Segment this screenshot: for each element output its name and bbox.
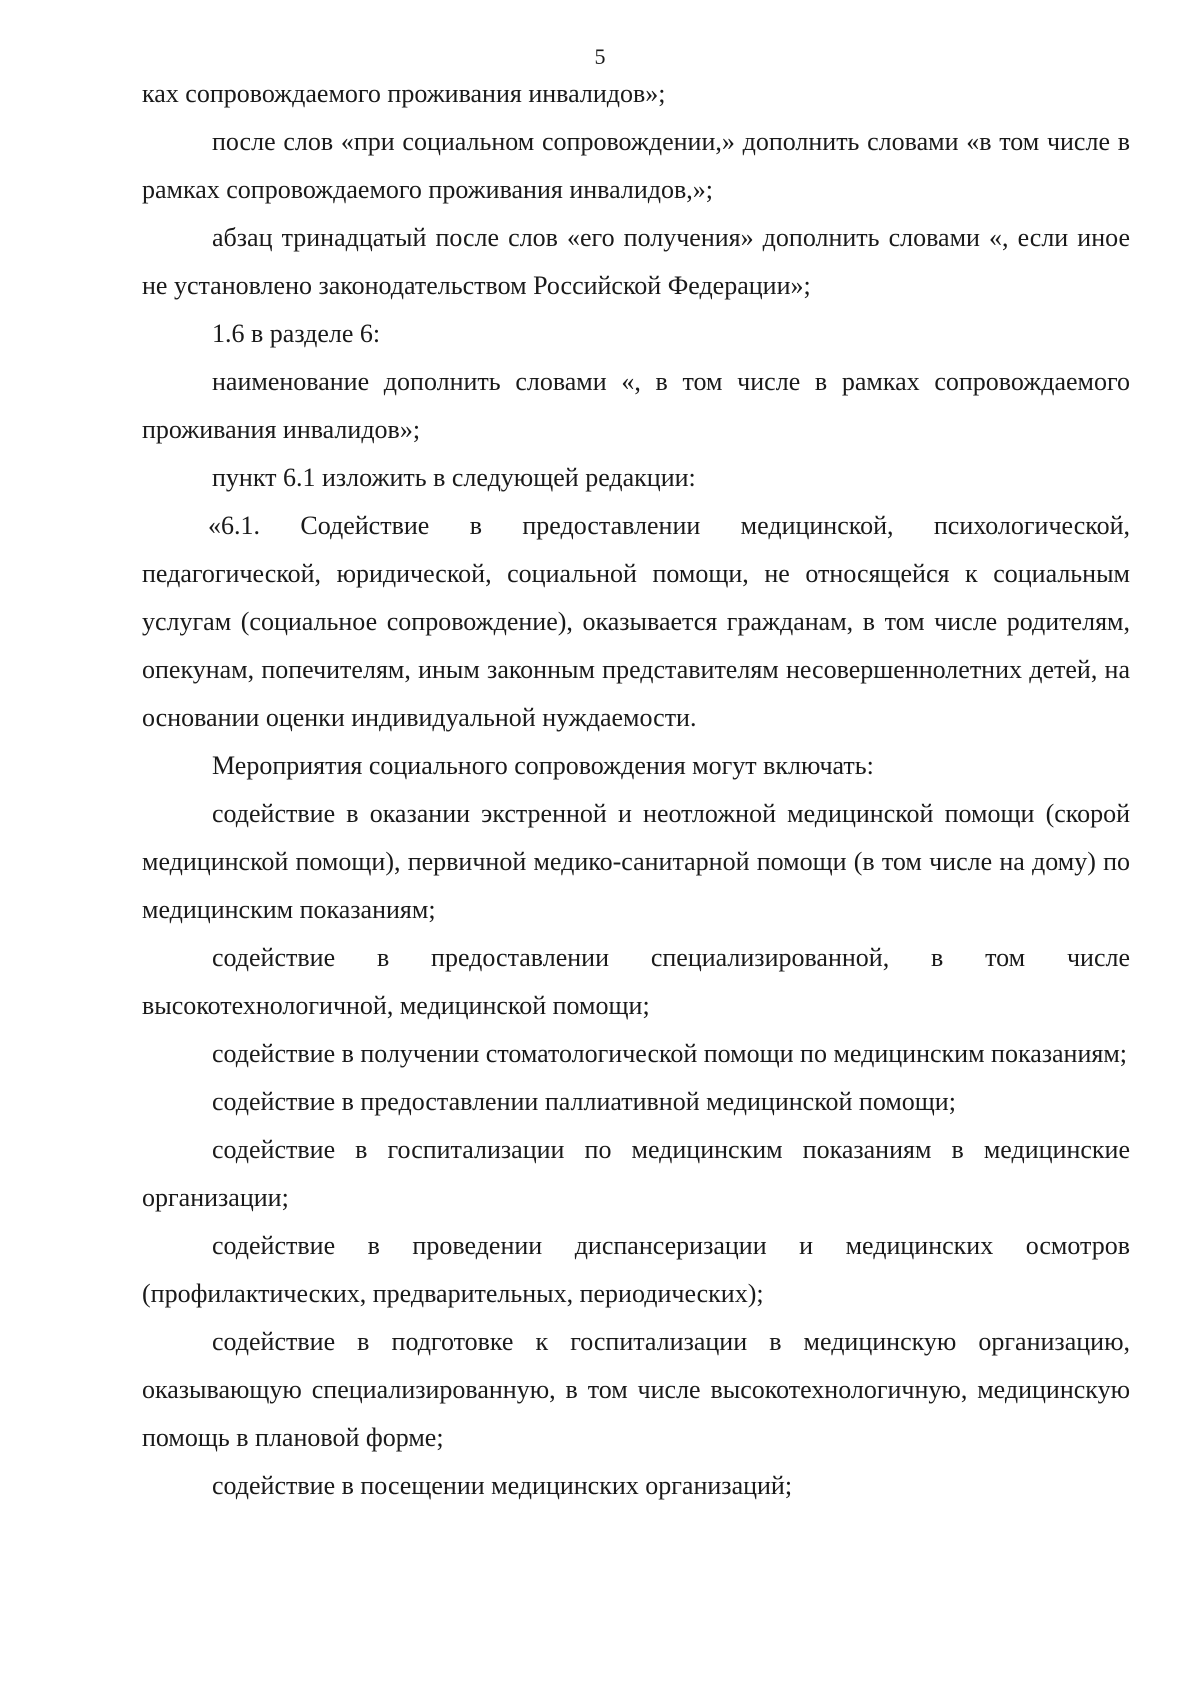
list-item: содействие в госпитализации по медицинским показаниям в медицинские организации; bbox=[142, 1135, 1130, 1212]
paragraph: «6.1. Содействие в предоставлении медицинской, психологической, педагогической, юридической, социальной помощи, не относящейся к социальным услугам (социальное сопровождение), оказывается гражданам, в том числе родителям, опекунам, попечителям, иным законным представителям несовершеннолетних детей, на основании оценки индивидуальной нуждаемости. bbox=[142, 511, 1130, 732]
paragraph: абзац тринадцатый после слов «его получения» дополнить словами «, если иное не установлено законодательством Российской Федерации»; bbox=[142, 223, 1130, 300]
list-item: содействие в предоставлении паллиативной медицинской помощи; bbox=[212, 1087, 956, 1116]
page-number: 5 bbox=[594, 44, 606, 69]
list-item: содействие в получении стоматологической помощи по медицинским показаниям; bbox=[212, 1039, 1128, 1068]
list-item: содействие в подготовке к госпитализации в медицинскую организацию, оказывающую специализированную, в том числе высокотехнологичную, медицинскую помощь в плановой форме; bbox=[142, 1327, 1130, 1452]
paragraph: наименование дополнить словами «, в том числе в рамках сопровождаемого проживания инвалидов»; bbox=[142, 367, 1130, 444]
list-item: содействие в оказании экстренной и неотложной медицинской помощи (скорой медицинской помощи), первичной медико-санитарной помощи (в том числе на дому) по медицинским показаниям; bbox=[142, 799, 1130, 924]
paragraph: Мероприятия социального сопровождения могут включать: bbox=[212, 751, 874, 780]
paragraph: пункт 6.1 изложить в следующей редакции: bbox=[212, 463, 696, 492]
paragraph: ках сопровождаемого проживания инвалидов»; bbox=[142, 79, 666, 108]
paragraph: 1.6 в разделе 6: bbox=[212, 319, 381, 348]
list-item: содействие в предоставлении специализированной, в том числе высокотехнологичной, медицинской помощи; bbox=[142, 943, 1130, 1020]
paragraph: после слов «при социальном сопровождении,» дополнить словами «в том числе в рамках сопровождаемого проживания инвалидов,»; bbox=[142, 127, 1130, 204]
list-item: содействие в проведении диспансеризации и медицинских осмотров (профилактических, предварительных, периодических); bbox=[142, 1231, 1130, 1308]
document-body bbox=[142, 70, 1130, 1510]
list-item: содействие в посещении медицинских организаций; bbox=[212, 1471, 793, 1500]
